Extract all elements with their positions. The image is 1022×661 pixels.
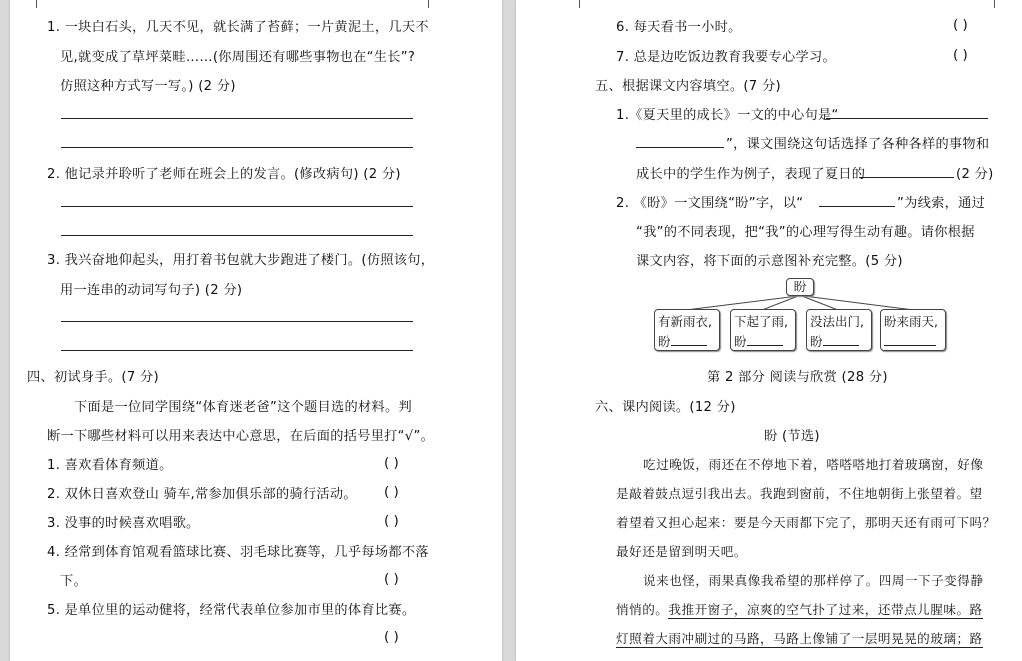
fill-blank[interactable] — [636, 147, 724, 148]
section-6-heading: 六、课内阅读。(12 分) — [595, 400, 736, 415]
diagram-blank[interactable] — [823, 333, 859, 346]
margin-mark — [428, 0, 429, 8]
diagram-box-pan: 盼 — [810, 334, 823, 349]
section-4-intro: 下面是一位同学围绕“体育迷老爸”这个题目选的材料。判 — [74, 400, 412, 415]
answer-paren[interactable]: ( ) — [384, 455, 399, 471]
diagram-blank[interactable] — [884, 333, 936, 346]
section-5-q1: 成长中的学生作为例子，表现了夏日的 — [636, 167, 866, 182]
material-item: 下。 — [60, 574, 87, 589]
left-page — [10, 0, 502, 661]
diagram-box-2 — [730, 309, 796, 351]
diagram-box-line: 有新雨衣, — [658, 314, 712, 329]
question-3-line: 3. 我兴奋地仰起头，用打着书包就大步跑进了楼门。(仿照该句， — [47, 253, 435, 268]
material-item: 4. 经常到体育馆观看篮球比赛、羽毛球比赛等，几乎每场都不落 — [47, 545, 429, 560]
material-item: 2. 双休日喜欢登山 骑车,常参加俱乐部的骑行活动。 — [47, 487, 357, 502]
section-5-q2: ”为线索，通过 — [897, 196, 986, 211]
question-1-line: 见,就变成了草坪菜畦……(你周围还有哪些事物也在“生长”? — [60, 50, 416, 65]
answer-paren[interactable]: ( ) — [384, 513, 399, 529]
answer-line[interactable] — [61, 147, 413, 148]
answer-paren[interactable]: ( ) — [384, 629, 399, 645]
material-item: 3. 没事的时候喜欢唱歌。 — [47, 516, 200, 531]
diagram-box-line — [658, 332, 716, 352]
diagram-root: 盼 — [786, 278, 814, 296]
fill-blank[interactable] — [826, 118, 988, 119]
section-5-q1: (2 分) — [956, 167, 994, 182]
section-5-q2: “我”的不同表现，把“我”的心理写得生动有趣。请你根据 — [636, 225, 975, 240]
diagram-box-1 — [654, 309, 720, 351]
diagram-box-line: 没法出门, — [810, 314, 864, 329]
passage-line: 吃过晚饭，雨还在不停地下着，嗒嗒嗒地打着玻璃窗，好像 — [643, 457, 984, 472]
section-4-intro: 断一下哪些材料可以用来表达中心意思，在后面的括号里打“√”。 — [47, 429, 435, 444]
fill-blank[interactable] — [819, 206, 895, 207]
diagram-box-3 — [806, 309, 872, 351]
section-5-q2: 课文内容，将下面的示意图补充完整。(5 分) — [636, 254, 903, 269]
question-3-line: 用一连串的动词写句子) (2 分) — [60, 283, 243, 298]
section-5-heading: 五、根据课文内容填空。(7 分) — [595, 79, 781, 94]
answer-paren[interactable]: ( ) — [384, 571, 399, 587]
part-2-heading: 第 2 部分 阅读与欣赏 (28 分) — [707, 370, 888, 385]
material-item: 1. 喜欢看体育频道。 — [47, 458, 173, 473]
passage-line: 着望着又担心起来：要是今天雨都下完了，那明天还有雨可下吗？ — [616, 515, 996, 530]
passage-line: 说来也怪，雨果真像我希望的那样停了。四周一下子变得静 — [643, 573, 984, 588]
section-5-q2: 2. 《盼》一文围绕“盼”字，以“ — [616, 196, 804, 211]
diagram-box-pan: 盼 — [658, 334, 671, 349]
diagram-box-line: 盼来雨天, — [884, 314, 938, 329]
diagram-box-pan: 盼 — [734, 334, 747, 349]
passage-line — [616, 628, 983, 647]
answer-paren[interactable]: ( ) — [384, 484, 399, 500]
fill-blank[interactable] — [859, 177, 954, 178]
diagram-blank[interactable] — [671, 333, 707, 346]
underlined-passage: 灯照着大雨冲刷过的马路，马路上像铺了一层明晃晃的玻璃；路 — [616, 631, 983, 646]
diagram-box-line — [734, 332, 792, 352]
section-4-heading: 四、初试身手。(7 分) — [27, 370, 159, 385]
passage-title: 盼 (节选) — [764, 429, 820, 444]
answer-line[interactable] — [61, 118, 413, 119]
answer-line[interactable] — [61, 235, 413, 236]
question-2-line: 2. 他记录并聆听了老师在班会上的发言。(修改病句) (2 分) — [47, 167, 401, 182]
passage-line: 最好还是留到明天吧。 — [616, 544, 747, 559]
diagram-box-line: 下起了雨, — [734, 314, 788, 329]
passage-text: 悄悄的。 — [616, 602, 669, 617]
material-item: 6. 每天看书一小时。 — [616, 20, 742, 35]
answer-paren[interactable]: ( ) — [953, 17, 968, 33]
answer-line[interactable] — [61, 206, 413, 207]
section-5-q1: 1.《夏天里的成长》一文的中心句是“ — [616, 108, 839, 123]
material-item: 7. 总是边吃饭边教育我要专心学习。 — [616, 50, 836, 65]
question-1-line: 1. 一块白石头，几天不见，就长满了苔藓；一片黄泥土，几天不 — [47, 20, 429, 35]
answer-line[interactable] — [61, 321, 413, 322]
diagram-blank[interactable] — [747, 333, 783, 346]
margin-mark — [579, 0, 580, 8]
diagram-box-4 — [880, 309, 946, 351]
passage-line — [616, 599, 983, 618]
section-5-q1: ”，课文围绕这句话选择了各种各样的事物和 — [726, 137, 990, 152]
margin-mark — [36, 0, 37, 8]
answer-paren[interactable]: ( ) — [953, 47, 968, 63]
diagram-box-line — [884, 332, 942, 352]
question-1-line: 仿照这种方式写一写。) (2 分) — [60, 79, 236, 94]
underlined-passage: 我推开窗子，凉爽的空气扑了过来，还带点儿腥味。路 — [668, 602, 983, 617]
diagram-box-line — [810, 332, 868, 352]
material-item: 5. 是单位里的运动健将，经常代表单位参加市里的体育比赛。 — [47, 603, 416, 618]
answer-line[interactable] — [61, 350, 413, 351]
margin-mark — [994, 0, 995, 8]
mind-diagram — [652, 278, 952, 352]
passage-line: 是敲着鼓点逗引我出去。我跑到窗前，不住地朝街上张望着。望 — [616, 486, 983, 501]
right-page — [516, 0, 1022, 661]
